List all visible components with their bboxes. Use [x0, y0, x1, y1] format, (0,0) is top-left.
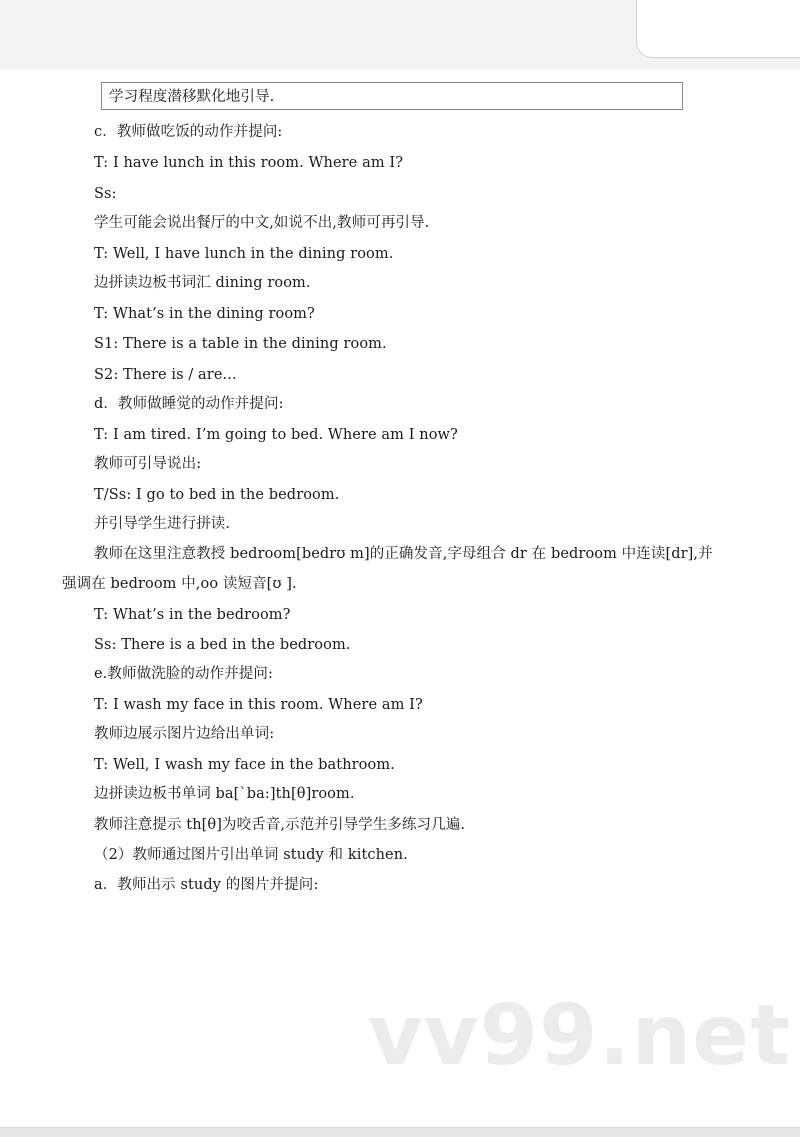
instruction-line: 边拼读边板书词汇 dining room.	[94, 275, 311, 291]
dialogue-line: T: I have lunch in this room. Where am I?	[94, 155, 404, 171]
step-c-heading: c．教师做吃饭的动作并提问:	[94, 124, 283, 140]
watermark: vv99.net	[368, 986, 792, 1084]
instruction-line: 并引导学生进行拼读.	[94, 516, 231, 532]
dialogue-line: T: Well, I have lunch in the dining room.	[94, 246, 394, 262]
pronunciation-note: 教师在这里注意教授 bedroom[bedrʊ m]的正确发音,字母组合 dr 在 bedroom 中连读[dr],并	[94, 546, 713, 562]
instruction-line: 教师注意提示 th[θ]为咬舌音,示范并引导学生多练习几遍.	[94, 817, 466, 833]
step-a-heading: a．教师出示 study 的图片并提问:	[94, 877, 319, 893]
dialogue-line: S2: There is / are...	[94, 367, 237, 383]
boxed-note-text: 学习程度潜移默化地引导.	[109, 89, 275, 105]
instruction-line: 教师可引导说出:	[94, 456, 202, 472]
boxed-note	[101, 82, 683, 110]
dialogue-line: T: What’s in the dining room?	[94, 306, 315, 322]
instruction-line: 边拼读边板书单词 ba[`ba:]th[θ]room.	[94, 786, 355, 802]
dialogue-line: T/Ss: I go to bed in the bedroom.	[94, 487, 340, 503]
step-d-heading: d．教师做睡觉的动作并提问:	[94, 396, 284, 412]
instruction-line: 教师边展示图片边给出单词:	[94, 726, 275, 742]
instruction-line: 学生可能会说出餐厅的中文,如说不出,教师可再引导.	[94, 215, 430, 231]
viewer-bottom-band	[0, 1128, 800, 1137]
dialogue-line: Ss: There is a bed in the bedroom.	[94, 637, 351, 653]
dialogue-line: T: I wash my face in this room. Where am I?	[94, 697, 423, 713]
viewer-corner-tab	[636, 0, 800, 58]
pronunciation-note-continued: 强调在 bedroom 中,oo 读短音[ʊ ].	[62, 576, 297, 592]
dialogue-line: Ss:	[94, 186, 117, 202]
dialogue-line: T: I am tired. I’m going to bed. Where am I now?	[94, 427, 458, 443]
dialogue-line: T: What’s in the bedroom?	[94, 607, 291, 623]
step-e-heading: e.教师做洗脸的动作并提问:	[94, 666, 273, 682]
dialogue-line: S1: There is a table in the dining room.	[94, 336, 387, 352]
dialogue-line: T: Well, I wash my face in the bathroom.	[94, 757, 395, 773]
section-2-heading: （2）教师通过图片引出单词 study 和 kitchen.	[94, 847, 408, 863]
